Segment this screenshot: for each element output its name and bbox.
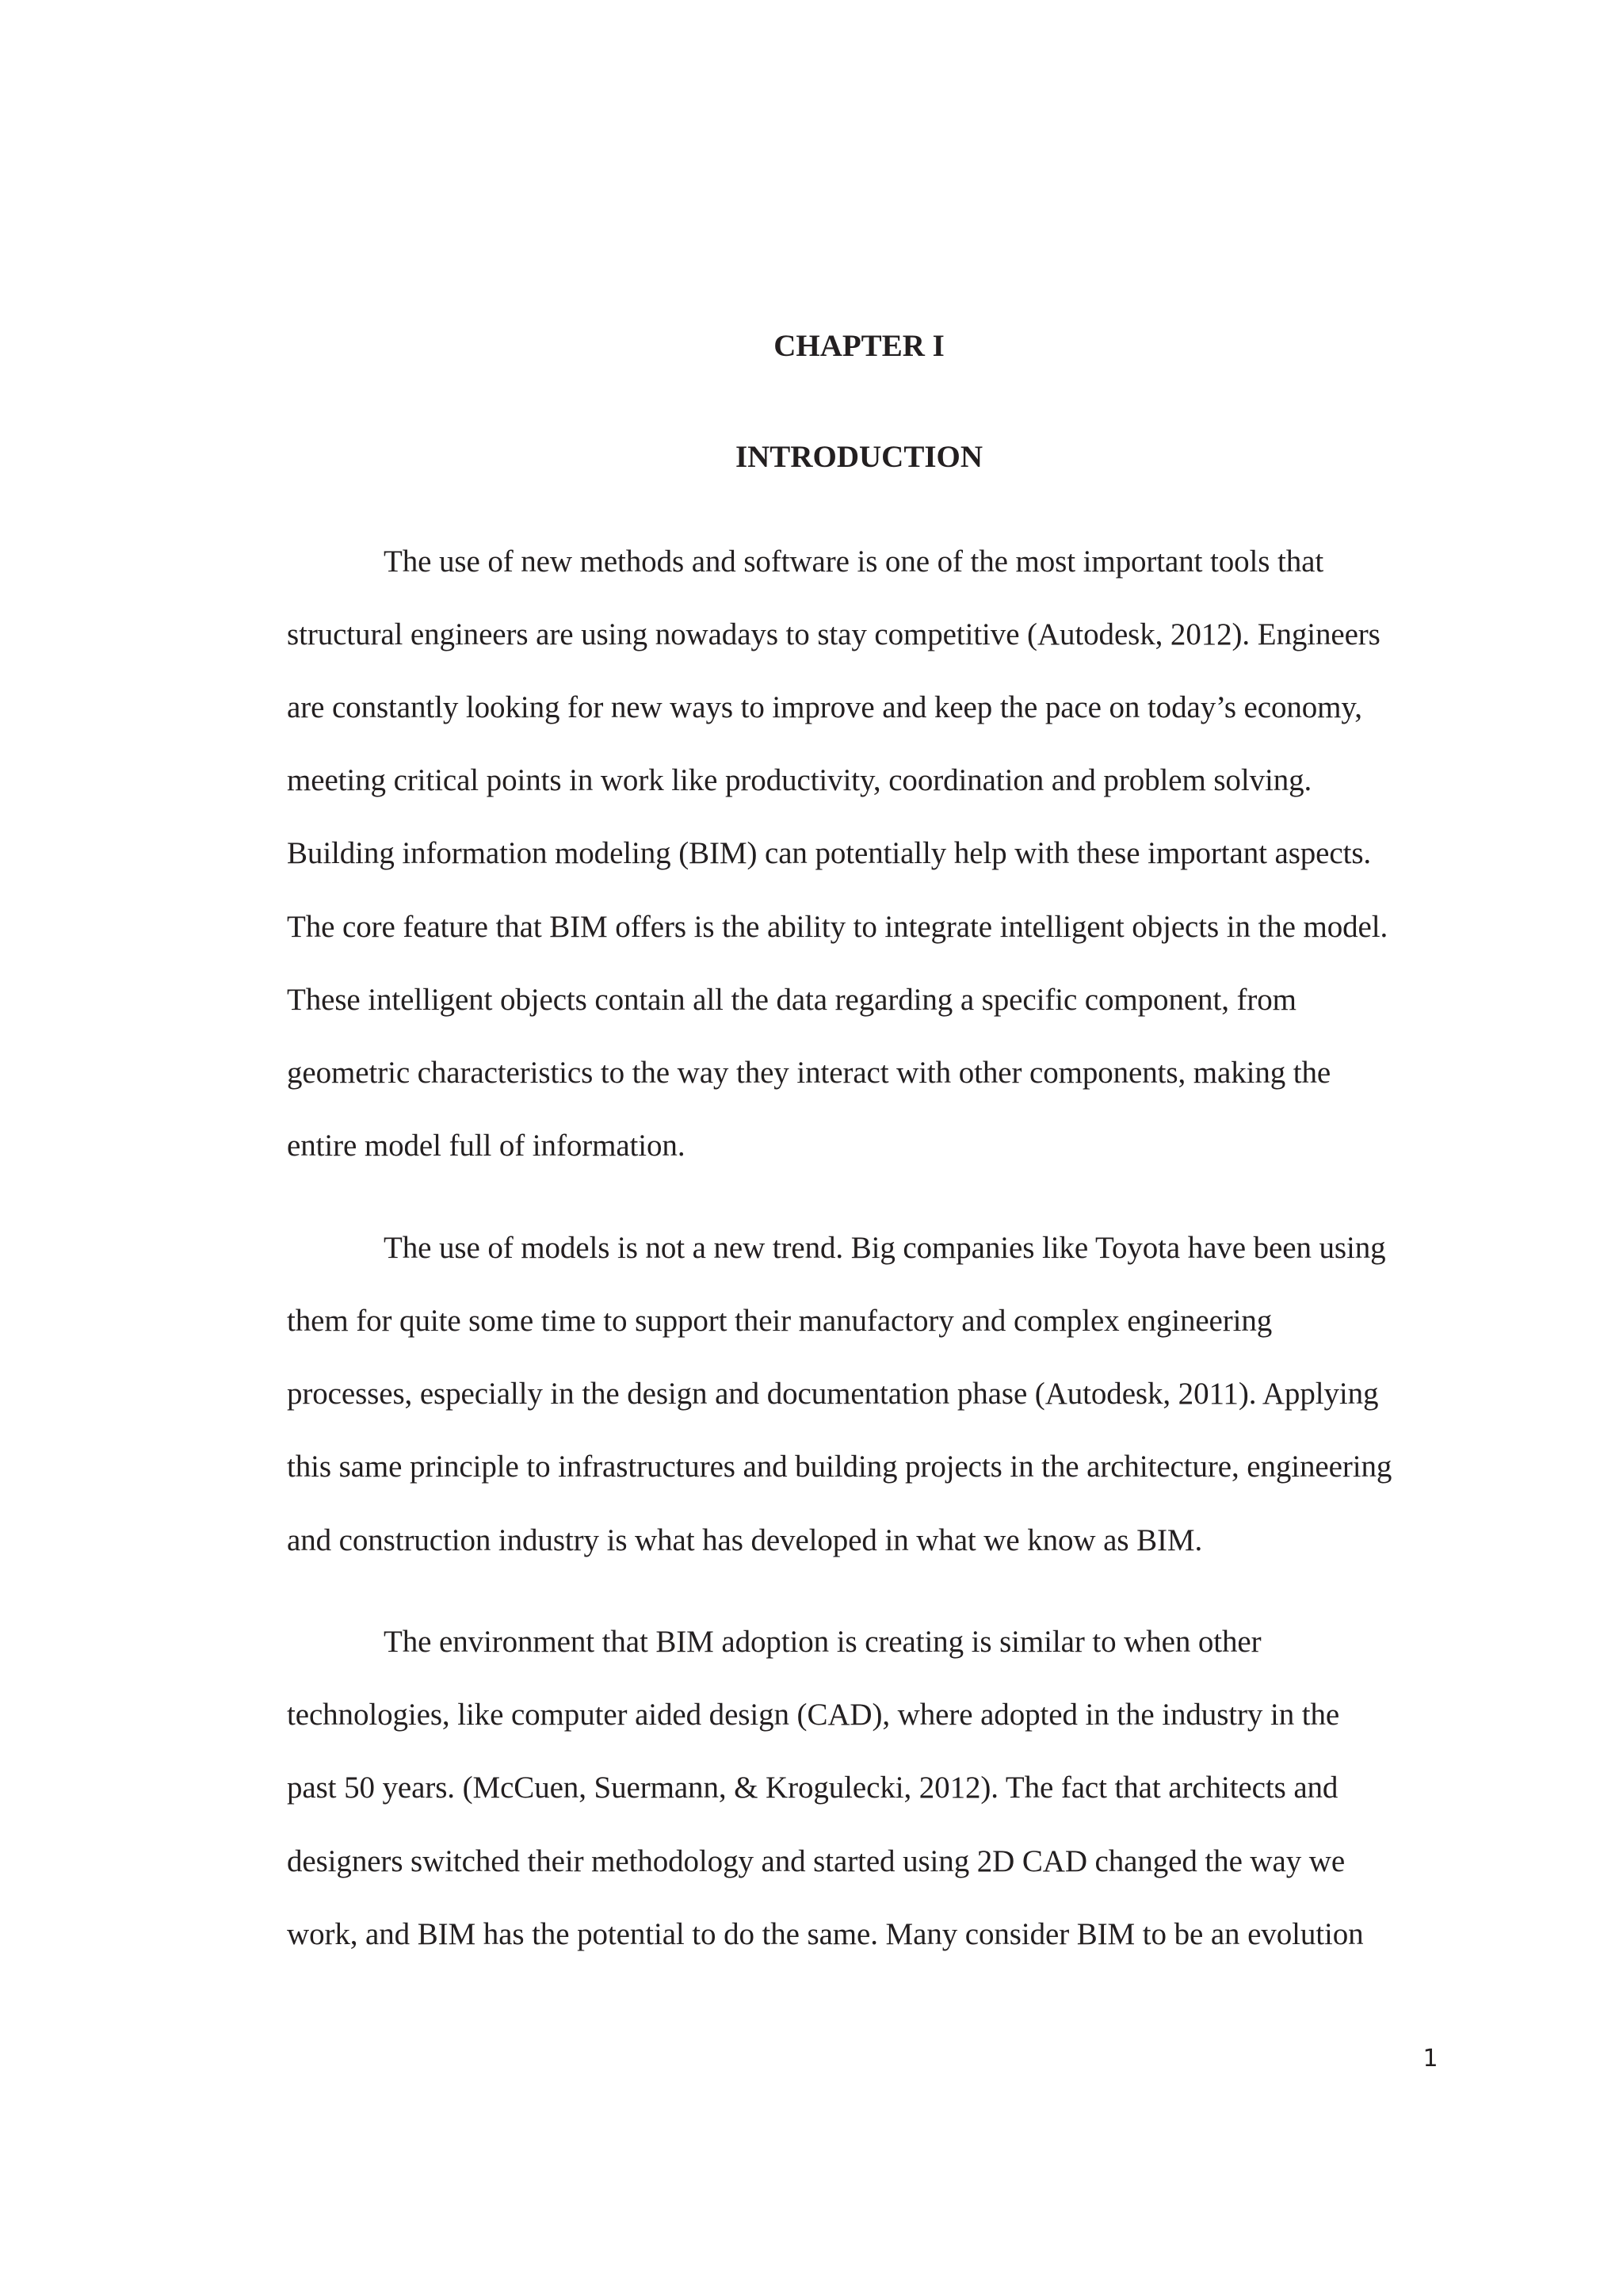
paragraph-line: work, and BIM has the potential to do the same. Many consider BIM to be an evolution — [287, 1917, 1364, 1951]
paragraph-line: Building information modeling (BIM) can potentially help with these important aspects. — [287, 836, 1372, 870]
paragraph-line: and construction industry is what has developed in what we know as BIM. — [287, 1523, 1203, 1557]
paragraph-line: technologies, like computer aided design (CAD), where adopted in the industry in the — [287, 1698, 1340, 1732]
chapter-label: CHAPTER I — [773, 329, 945, 363]
paragraph-line: processes, especially in the design and documentation phase (Autodesk, 2011). Applying — [287, 1377, 1379, 1411]
page-number: 1 — [1423, 2045, 1438, 2073]
paragraph-line: The use of models is not a new trend. Big companies like Toyota have been using — [384, 1231, 1386, 1265]
paragraph-line: structural engineers are using nowadays to stay competitive (Autodesk, 2012). Engineers — [287, 617, 1381, 651]
paragraph-line: The use of new methods and software is one of the most important tools that — [384, 544, 1324, 579]
paragraph-line: meeting critical points in work like productivity, coordination and problem solving. — [287, 763, 1312, 797]
paragraph-line: geometric characteristics to the way they interact with other components, making the — [287, 1056, 1331, 1090]
paragraph-line: designers switched their methodology and started using 2D CAD changed the way we — [287, 1844, 1346, 1878]
paragraph-line: The environment that BIM adoption is creating is similar to when other — [384, 1625, 1262, 1659]
paragraph-line: them for quite some time to support their manufactory and complex engineering — [287, 1304, 1273, 1338]
paragraph-line: this same principle to infrastructures and building projects in the architecture, engineering — [287, 1450, 1392, 1484]
paragraph-line: are constantly looking for new ways to improve and keep the pace on today’s economy, — [287, 690, 1362, 724]
chapter-title: INTRODUCTION — [735, 440, 983, 474]
paragraph-line: The core feature that BIM offers is the ability to integrate intelligent objects in the model. — [287, 910, 1388, 944]
paragraph-line: past 50 years. (McCuen, Suermann, & Krogulecki, 2012). The fact that architects and — [287, 1771, 1338, 1805]
paragraph-line: These intelligent objects contain all the data regarding a specific component, from — [287, 983, 1296, 1017]
paragraph-line: entire model full of information. — [287, 1129, 685, 1163]
